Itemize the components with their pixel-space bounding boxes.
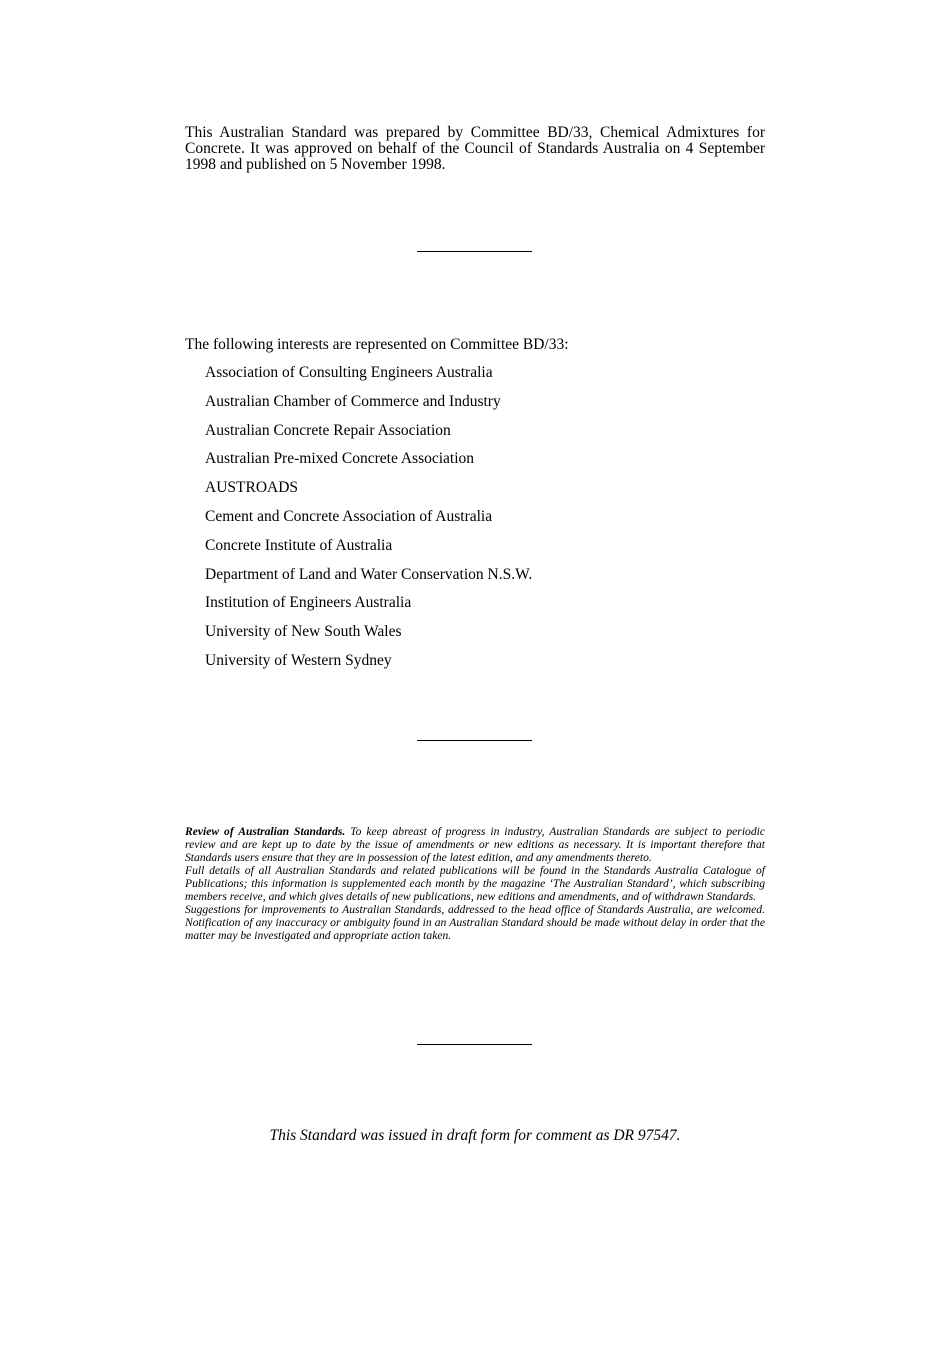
interest-item: AUSTROADS <box>205 479 299 497</box>
interest-item: University of Western Sydney <box>205 651 392 669</box>
divider-rule <box>417 740 532 741</box>
interest-item: Concrete Institute of Australia <box>205 536 393 554</box>
committee-interests-list <box>205 364 532 681</box>
interest-item: Australian Concrete Repair Association <box>205 421 451 439</box>
divider-rule <box>417 251 532 252</box>
draft-note: This Standard was issued in draft form for comment as DR 97547. <box>269 1127 681 1144</box>
interest-item: University of New South Wales <box>205 623 402 641</box>
preparation-note: This Australian Standard was prepared by Committee BD/33, Chemical Admixtures for Concrete. It was approved on behalf of the Council of Standards Australia on 4 September 1998 and published on 5 November 1998. <box>185 124 765 173</box>
interest-item: Institution of Engineers Australia <box>205 594 412 612</box>
review-paragraph <box>185 825 765 864</box>
review-paragraph: Suggestions for improvements to Australian Standards, addressed to the head office of Standards Australia, are welcomed. Notification of any inaccuracy or ambiguity found in an Australian Standard should be made without delay in order that the matter may be investigated and appropriate action taken. <box>185 903 765 942</box>
interest-item: Association of Consulting Engineers Australia <box>205 364 493 381</box>
interest-item: Cement and Concrete Association of Australia <box>205 507 493 525</box>
review-text: To keep abreast of progress in industry, Australian Standards are subject to periodic review and are kept up to date by the issue of amendments or new editions as necessary. It is important therefore that Standards users ensure that they are in possession of the latest edition, and any amendments thereto. <box>185 825 765 864</box>
review-paragraph: Full details of all Australian Standards and related publications will be found in the Standards Australia Catalogue of Publications; this information is supplemented each month by the magazine ‘The Australian Standard’, which subscribing members receive, and which gives details of new publications, new editions and amendments, and of withdrawn Standards. <box>185 864 765 903</box>
interest-item: Australian Pre-mixed Concrete Association <box>205 450 475 468</box>
review-notice <box>185 825 765 942</box>
committee-interests-intro: The following interests are represented on Committee BD/33: <box>185 336 569 353</box>
interest-item: Department of Land and Water Conservation N.S.W. <box>205 565 533 583</box>
review-heading: Review of Australian Standards. <box>185 825 346 838</box>
divider-rule <box>417 1044 532 1045</box>
interest-item: Australian Chamber of Commerce and Industry <box>205 392 501 410</box>
